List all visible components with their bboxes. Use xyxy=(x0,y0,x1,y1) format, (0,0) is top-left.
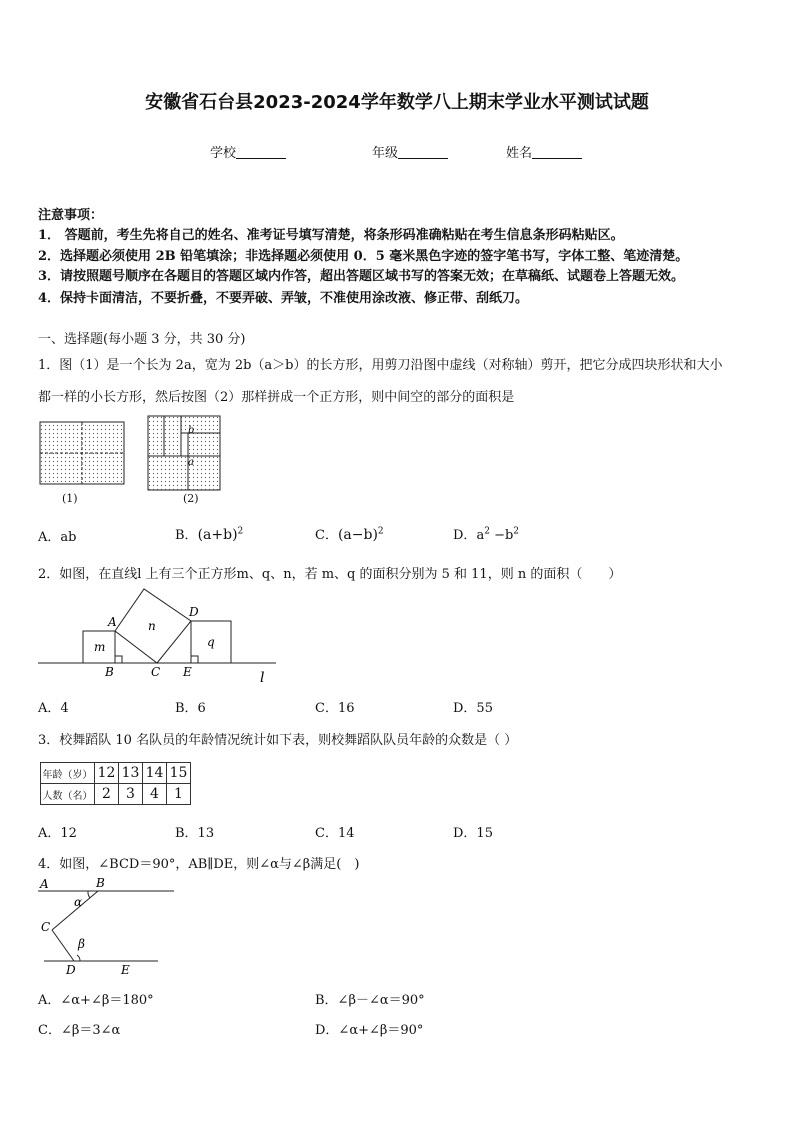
label-C: C xyxy=(151,665,161,679)
q1-option-b-prefix: B． xyxy=(175,528,198,543)
q1-line1: 1．图（1）是一个长为 2a，宽为 2b（a＞b）的长方形，用剪刀沿图中虚线（对称轴）剪开，把它分成四块形状和大小 xyxy=(38,358,723,373)
q3-option-c[interactable]: C．14 xyxy=(315,826,355,841)
q3-option-b[interactable]: B．13 xyxy=(175,826,215,841)
q2-option-b[interactable]: B．6 xyxy=(175,701,206,716)
q1-option-d-exp1: 2 xyxy=(484,526,490,537)
q4-text: 4．如图，∠BCD＝90°，AB∥DE，则∠α与∠β满足( ) xyxy=(38,857,360,872)
table-cell: 13 xyxy=(119,763,143,784)
label-E: E xyxy=(183,665,192,679)
table-row-head-age: 年龄（岁） xyxy=(41,763,95,784)
right-angle-e xyxy=(191,656,198,663)
q2-option-d[interactable]: D．55 xyxy=(453,701,493,716)
q2-figure xyxy=(36,586,286,686)
figure-1-label: (1) xyxy=(62,492,78,505)
q1-option-d[interactable] xyxy=(453,524,519,543)
label-B: B xyxy=(105,665,114,679)
school-label: 学校 xyxy=(210,146,237,161)
q4-figure xyxy=(36,874,186,979)
notice-item-2: 2．选择题必须使用 2B 铅笔填涂；非选择题必须使用 0．5 毫米黑色字迹的签字笔书写，字体工整、笔迹清楚。 xyxy=(38,249,689,264)
segment-cd xyxy=(52,930,74,961)
q1-line2: 都一样的小长方形，然后按图（2）那样拼成一个正方形，则中间空的部分的面积是 xyxy=(38,390,515,405)
label-D: D xyxy=(66,963,76,977)
label-A: A xyxy=(40,877,49,891)
label-q: q xyxy=(207,635,215,649)
table-cell: 2 xyxy=(95,784,119,805)
school-field[interactable] xyxy=(210,142,286,161)
q1-option-a[interactable]: A．ab xyxy=(38,530,77,545)
angle-beta-arc xyxy=(77,955,80,961)
label-alpha: α xyxy=(74,895,83,909)
table-cell: 1 xyxy=(167,784,191,805)
notice-heading: 注意事项： xyxy=(38,208,104,223)
page-title: 安徽省石台县2023-2024学年数学八上期末学业水平测试试题 xyxy=(145,92,649,113)
q3-option-d[interactable]: D．15 xyxy=(453,826,493,841)
q2-option-a[interactable]: A．4 xyxy=(38,701,69,716)
figure-2-label: (2) xyxy=(183,492,199,505)
q1-option-c[interactable] xyxy=(315,524,384,543)
table-row xyxy=(41,784,191,805)
q1-option-c-expr: (a−b) xyxy=(337,527,378,543)
label-D: D xyxy=(189,605,199,619)
right-angle-b xyxy=(115,656,122,663)
table-cell: 12 xyxy=(95,763,119,784)
table-cell: 15 xyxy=(167,763,191,784)
q1-option-d-a: a xyxy=(476,528,485,543)
name-field[interactable] xyxy=(506,142,582,161)
q1-option-d-exp2: 2 xyxy=(513,526,520,537)
q1-option-b[interactable] xyxy=(175,524,243,543)
q2-option-c[interactable]: C．16 xyxy=(315,701,355,716)
q1-option-b-exp: 2 xyxy=(237,526,244,537)
table-cell: 14 xyxy=(143,763,167,784)
notice-item-3: 3．请按照题号顺序在各题目的答题区域内作答，超出答题区域书写的答案无效；在草稿纸、试题卷上答题无效。 xyxy=(38,269,685,284)
grade-label: 年级 xyxy=(372,146,399,161)
school-blank[interactable] xyxy=(236,145,286,159)
fig2-label-a: a xyxy=(188,457,194,468)
grade-field[interactable] xyxy=(372,142,448,161)
q3-option-a[interactable]: A．12 xyxy=(38,826,77,841)
q4-option-a[interactable]: A．∠α+∠β＝180° xyxy=(38,993,154,1008)
figure-2-square xyxy=(148,416,220,490)
notice-item-4: 4．保持卡面清洁，不要折叠，不要弄破、弄皱，不准使用涂改液、修正带、刮纸刀。 xyxy=(38,291,529,306)
q4-option-c[interactable]: C．∠β＝3∠α xyxy=(38,1023,121,1038)
label-l: l xyxy=(260,670,265,686)
name-blank[interactable] xyxy=(532,145,582,159)
label-m: m xyxy=(94,640,106,654)
q1-option-d-prefix: D． xyxy=(453,528,477,543)
name-label: 姓名 xyxy=(506,146,533,161)
table-cell: 4 xyxy=(143,784,167,805)
age-table xyxy=(40,762,191,805)
label-beta: β xyxy=(78,937,85,951)
notice-item-1: 1． 答题前，考生先将自己的姓名、准考证号填写清楚，将条形码准确粘贴在考生信息条形码粘贴区。 xyxy=(38,228,624,243)
label-C: C xyxy=(41,920,51,934)
label-B: B xyxy=(96,876,105,890)
label-E: E xyxy=(121,963,130,977)
angle-alpha-arc xyxy=(88,891,90,898)
table-row-head-count: 人数（名） xyxy=(41,784,95,805)
q4-option-d[interactable]: D．∠α+∠β＝90° xyxy=(315,1023,424,1038)
q1-option-c-prefix: C． xyxy=(315,528,338,543)
fig2-label-b: b xyxy=(188,425,195,436)
q3-text: 3．校舞蹈队 10 名队员的年龄情况统计如下表，则校舞蹈队队员年龄的众数是（ ） xyxy=(38,733,518,748)
table-row xyxy=(41,763,191,784)
q1-option-c-exp: 2 xyxy=(377,526,384,537)
q1-option-b-expr: (a+b) xyxy=(197,527,238,543)
grade-blank[interactable] xyxy=(398,145,448,159)
section1-heading: 一、选择题(每小题 3 分，共 30 分) xyxy=(38,332,246,347)
q1-option-d-minus: −b xyxy=(489,528,514,543)
figure-1-rectangle xyxy=(40,422,124,484)
q2-text: 2．如图，在直线l 上有三个正方形m、q、n，若 m、q 的面积分别为 5 和 11，则 n 的面积（ ） xyxy=(38,567,622,582)
q4-option-b[interactable]: B．∠β－∠α＝90° xyxy=(315,993,425,1008)
table-cell: 3 xyxy=(119,784,143,805)
label-A: A xyxy=(108,615,117,629)
label-n: n xyxy=(148,619,156,633)
